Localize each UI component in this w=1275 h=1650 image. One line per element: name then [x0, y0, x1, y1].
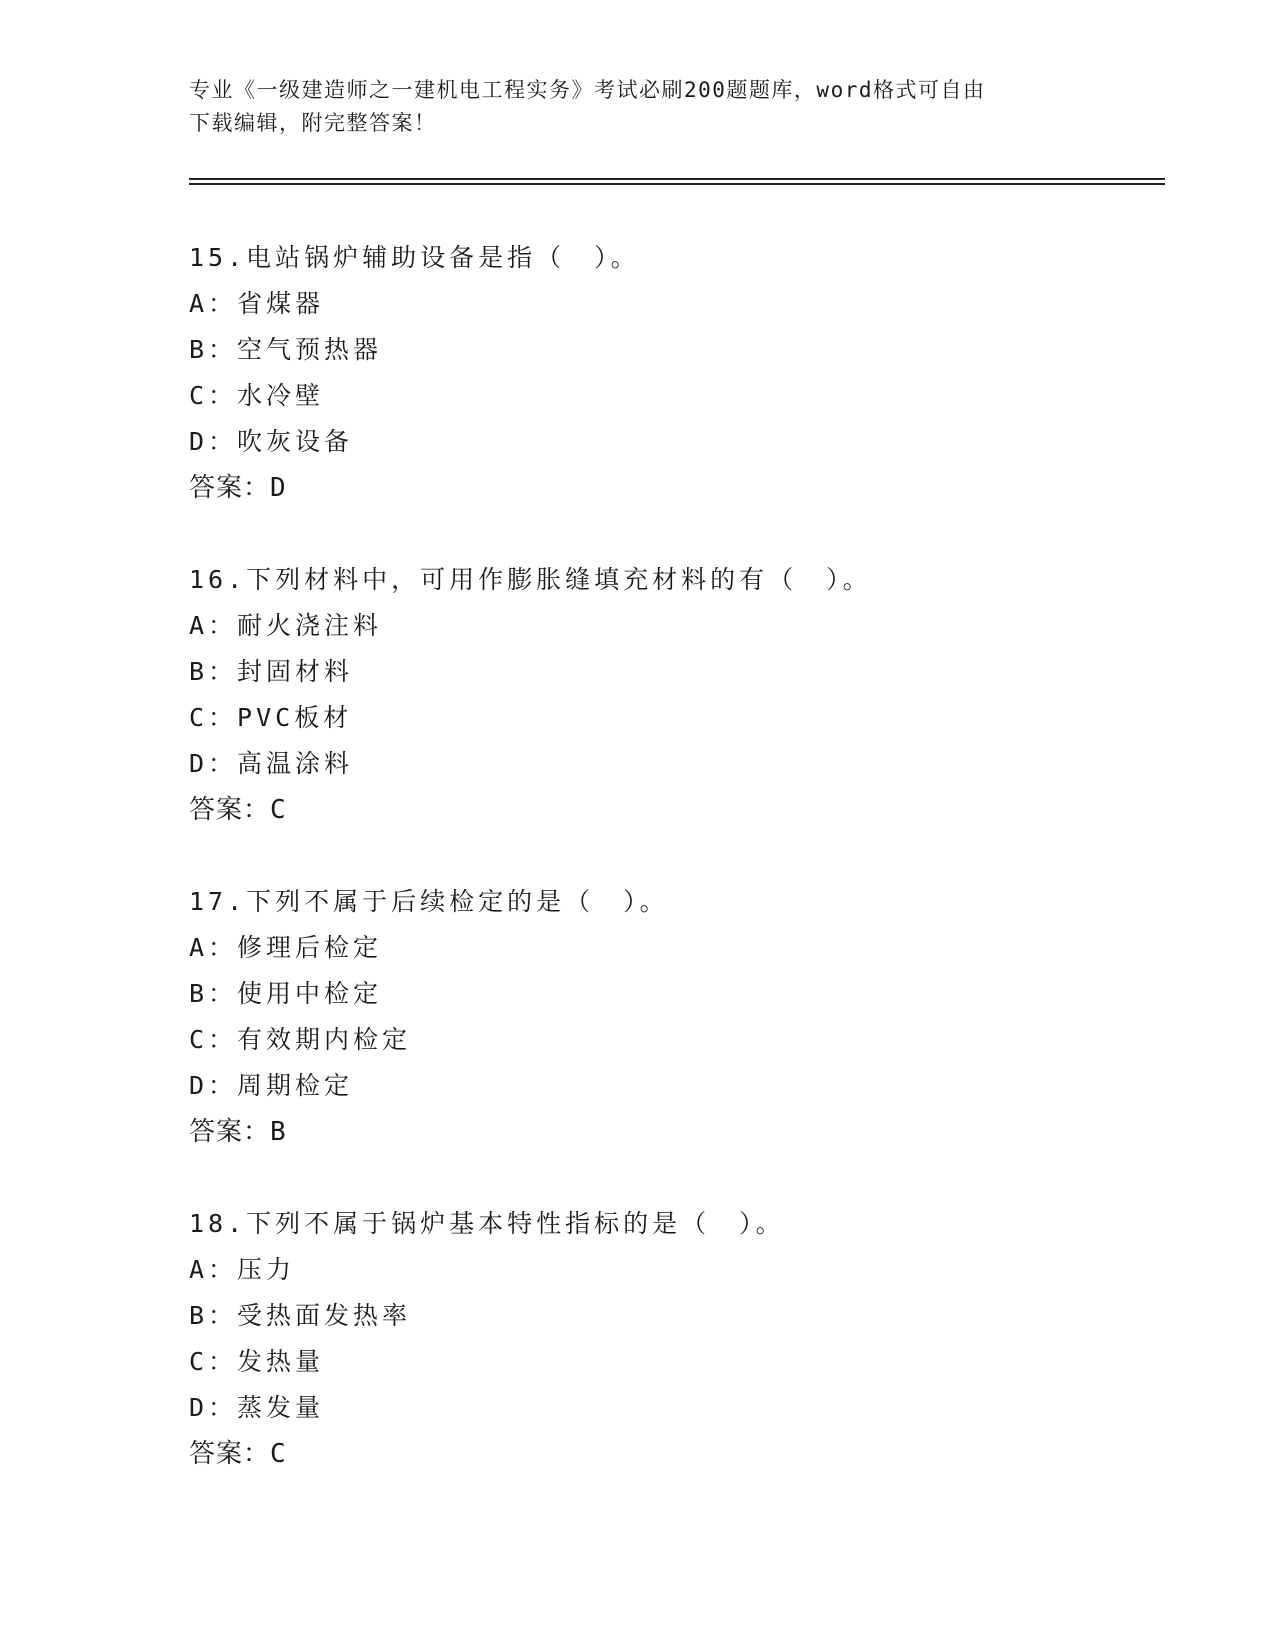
option-b: B：使用中检定 [189, 979, 383, 1008]
option-c: C：PVC板材 [189, 703, 353, 732]
header-divider-bottom [189, 183, 1165, 185]
question-stem: 17.下列不属于后续检定的是（ ）。 [189, 887, 669, 916]
answer-line: 答案：D [189, 473, 287, 503]
option-b: B：封固材料 [189, 657, 354, 686]
option-a: A：耐火浇注料 [189, 611, 383, 640]
question-15 [189, 235, 1139, 557]
document-header [189, 74, 1089, 140]
answer-line: 答案：C [189, 1439, 287, 1469]
option-d: D：高温涂料 [189, 749, 354, 778]
option-a: A：压力 [189, 1255, 296, 1284]
option-b: B：受热面发热率 [189, 1301, 412, 1330]
answer-line: 答案：B [189, 1117, 287, 1147]
question-17 [189, 879, 1139, 1201]
option-c: C：水冷壁 [189, 381, 325, 410]
question-16 [189, 557, 1139, 879]
option-a: A：修理后检定 [189, 933, 383, 962]
option-c: C：有效期内检定 [189, 1025, 412, 1054]
question-stem: 16.下列材料中，可用作膨胀缝填充材料的有（ ）。 [189, 565, 872, 594]
question-stem: 18.下列不属于锅炉基本特性指标的是（ ）。 [189, 1209, 785, 1238]
header-divider-top [189, 178, 1165, 180]
option-b: B：空气预热器 [189, 335, 383, 364]
question-18 [189, 1201, 1139, 1523]
question-list [189, 235, 1139, 1523]
header-line-2: 下载编辑，附完整答案！ [189, 111, 437, 135]
option-c: C：发热量 [189, 1347, 325, 1376]
option-d: D：蒸发量 [189, 1393, 325, 1422]
option-d: D：周期检定 [189, 1071, 354, 1100]
question-stem: 15.电站锅炉辅助设备是指（ ）。 [189, 243, 640, 272]
header-line-1: 专业《一级建造师之一建机电工程实务》考试必刷200题题库，word格式可自由 [189, 78, 986, 102]
option-a: A：省煤器 [189, 289, 325, 318]
option-d: D：吹灰设备 [189, 427, 354, 456]
answer-line: 答案：C [189, 795, 287, 825]
